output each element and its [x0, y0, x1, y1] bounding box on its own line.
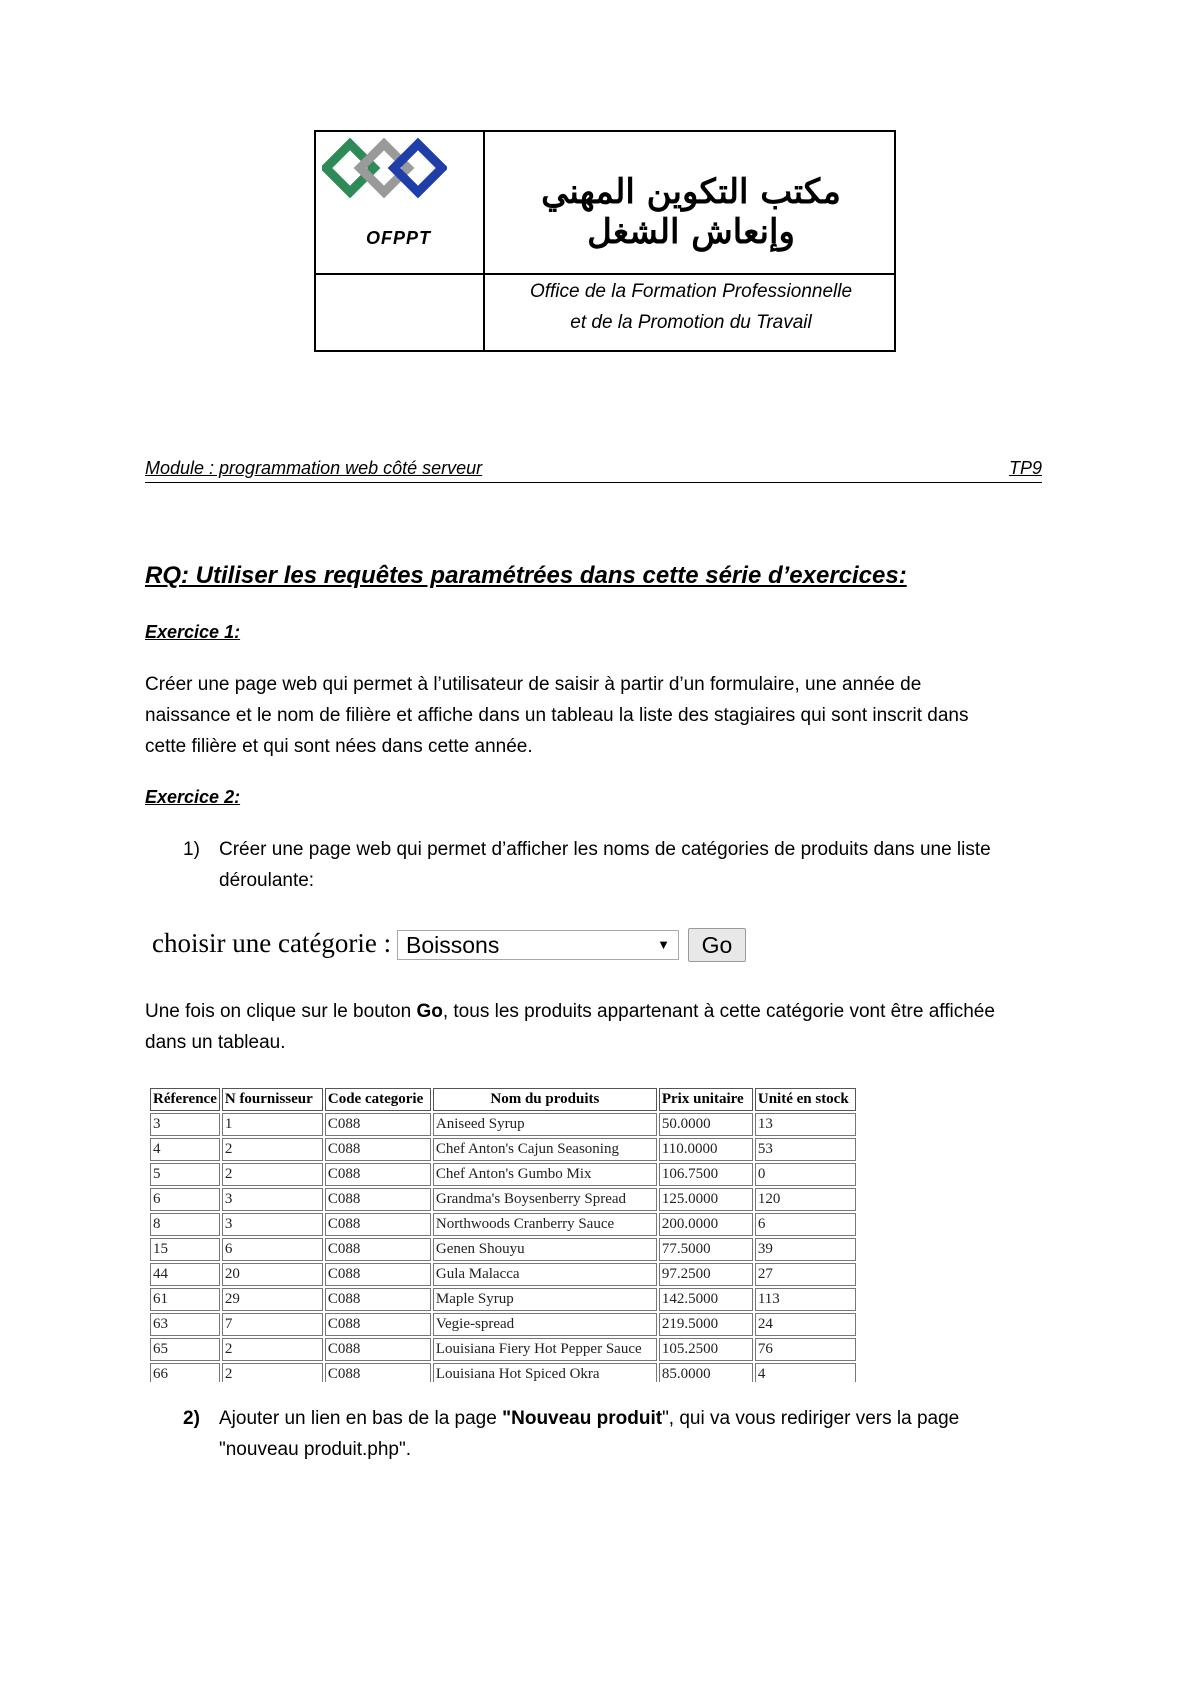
- table-cell: 76: [755, 1338, 856, 1361]
- header-divider-horizontal: [316, 273, 894, 275]
- table-cell: 4: [150, 1138, 220, 1161]
- table-cell: 61: [150, 1288, 220, 1311]
- table-cell: 13: [755, 1113, 856, 1136]
- table-cell: 200.0000: [659, 1213, 753, 1236]
- table-cell: 50.0000: [659, 1113, 753, 1136]
- table-row: [150, 1288, 856, 1311]
- table-cell: 20: [222, 1263, 323, 1286]
- exercise2-title: Exercice 2:: [145, 787, 241, 807]
- table-cell: 39: [755, 1238, 856, 1261]
- table-header-cell: Prix unitaire: [659, 1088, 753, 1111]
- item1-line2: déroulante:: [219, 870, 315, 891]
- item1-line1: Créer une page web qui permet d’afficher les noms de catégories de produits dans une liste: [219, 839, 991, 860]
- table-cell: Louisiana Fiery Hot Pepper Sauce: [433, 1338, 657, 1361]
- table-cell: 7: [222, 1313, 323, 1336]
- ofppt-logo-icon: [322, 136, 447, 206]
- table-cell: 66: [150, 1363, 220, 1382]
- table-cell: 3: [222, 1213, 323, 1236]
- explanation-line1-bold: Go: [416, 1001, 443, 1022]
- table-cell: Aniseed Syrup: [433, 1113, 657, 1136]
- table-row: [150, 1213, 856, 1236]
- exercise1-text: [145, 669, 1065, 762]
- table-header-row: [150, 1088, 856, 1111]
- exercise1-title: Exercice 1:: [145, 622, 241, 642]
- exercise1-line3: cette filière et qui sont nées dans cette année.: [145, 736, 533, 757]
- table-cell: Grandma's Boysenberry Spread: [433, 1188, 657, 1211]
- explanation-line1-pre: Une fois on clique sur le bouton: [145, 1001, 417, 1022]
- table-row: [150, 1238, 856, 1261]
- category-select-value: Boissons: [406, 932, 500, 958]
- table-cell: C088: [325, 1363, 431, 1382]
- table-cell: C088: [325, 1188, 431, 1211]
- table-cell: 1: [222, 1113, 323, 1136]
- table-row: [150, 1138, 856, 1161]
- table-cell: 24: [755, 1313, 856, 1336]
- table-header-cell: Réference: [150, 1088, 220, 1111]
- table-cell: C088: [325, 1288, 431, 1311]
- explanation-line1: [145, 996, 1065, 1027]
- org-name-line2: et de la Promotion du Travail: [570, 312, 812, 333]
- exercise1-line2: naissance et le nom de filière et affiche dans un tableau la liste des stagiaires qui sont inscrit dans: [145, 705, 969, 726]
- products-table: [148, 1086, 858, 1382]
- products-table-screenshot: [148, 1086, 870, 1382]
- exercise1-line1: Créer une page web qui permet à l’utilisateur de saisir à partir d’un formulaire, une année de: [145, 674, 922, 695]
- table-cell: C088: [325, 1138, 431, 1161]
- table-cell: 106.7500: [659, 1163, 753, 1186]
- table-cell: 2: [222, 1163, 323, 1186]
- module-label: Module : programmation web côté serveur: [145, 458, 483, 478]
- table-row: [150, 1338, 856, 1361]
- item2-line2: "nouveau produit.php".: [219, 1439, 412, 1460]
- table-cell: 113: [755, 1288, 856, 1311]
- table-cell: C088: [325, 1313, 431, 1336]
- item2-post: ", qui va vous rediriger vers la page: [662, 1408, 960, 1429]
- module-line: [145, 458, 1042, 483]
- explanation-line2: dans un tableau.: [145, 1032, 286, 1053]
- table-row: [150, 1113, 856, 1136]
- table-cell: 85.0000: [659, 1363, 753, 1382]
- table-cell: Vegie-spread: [433, 1313, 657, 1336]
- table-cell: 219.5000: [659, 1313, 753, 1336]
- item2-bold: "Nouveau produit: [502, 1408, 663, 1429]
- exercise2-explanation: [145, 996, 1065, 1058]
- table-header-cell: Code categorie: [325, 1088, 431, 1111]
- item2-line1: [219, 1403, 1059, 1434]
- org-abbreviation: OFPPT: [366, 228, 432, 248]
- table-cell: 6: [755, 1213, 856, 1236]
- table-cell: 125.0000: [659, 1188, 753, 1211]
- table-cell: 5: [150, 1163, 220, 1186]
- table-cell: 44: [150, 1263, 220, 1286]
- table-cell: 77.5000: [659, 1238, 753, 1261]
- item1-number: 1): [183, 839, 200, 860]
- table-cell: 6: [150, 1188, 220, 1211]
- table-cell: 53: [755, 1138, 856, 1161]
- table-header-cell: Unité en stock: [755, 1088, 856, 1111]
- table-cell: C088: [325, 1338, 431, 1361]
- dropdown-arrow-icon: ▼: [657, 937, 670, 952]
- category-select[interactable]: [397, 930, 679, 960]
- table-cell: Northwoods Cranberry Sauce: [433, 1213, 657, 1236]
- org-name-line1: Office de la Formation Professionnelle: [529, 281, 853, 302]
- item2-pre: Ajouter un lien en bas de la page: [219, 1408, 503, 1429]
- table-cell: 6: [222, 1238, 323, 1261]
- table-cell: C088: [325, 1213, 431, 1236]
- table-cell: 2: [222, 1138, 323, 1161]
- table-cell: Gula Malacca: [433, 1263, 657, 1286]
- table-row: [150, 1363, 856, 1382]
- chooser-label: choisir une catégorie :: [152, 928, 392, 958]
- table-cell: Maple Syrup: [433, 1288, 657, 1311]
- table-cell: 3: [222, 1188, 323, 1211]
- tp-label: TP9: [1008, 458, 1042, 478]
- table-cell: C088: [325, 1113, 431, 1136]
- table-cell: 97.2500: [659, 1263, 753, 1286]
- table-cell: 63: [150, 1313, 220, 1336]
- table-cell: 120: [755, 1188, 856, 1211]
- table-cell: C088: [325, 1263, 431, 1286]
- table-row: [150, 1188, 856, 1211]
- org-name-french: [486, 276, 896, 338]
- table-row: [150, 1313, 856, 1336]
- header-box: [314, 130, 896, 352]
- table-cell: 105.2500: [659, 1338, 753, 1361]
- table-header-cell: Nom du produits: [433, 1088, 657, 1111]
- table-cell: Genen Shouyu: [433, 1238, 657, 1261]
- table-cell: Chef Anton's Gumbo Mix: [433, 1163, 657, 1186]
- table-row: [150, 1163, 856, 1186]
- org-name-arabic: مكتب التكوين المهني وإنعاش الشغل: [541, 172, 841, 252]
- table-cell: 27: [755, 1263, 856, 1286]
- item2-number: 2): [183, 1408, 200, 1429]
- table-cell: C088: [325, 1238, 431, 1261]
- table-cell: 0: [755, 1163, 856, 1186]
- explanation-line1-post: , tous les produits appartenant à cette catégorie vont être affichée: [442, 1001, 995, 1022]
- table-cell: Chef Anton's Cajun Seasoning: [433, 1138, 657, 1161]
- table-cell: 2: [222, 1338, 323, 1361]
- table-cell: 29: [222, 1288, 323, 1311]
- table-cell: 3: [150, 1113, 220, 1136]
- table-cell: 15: [150, 1238, 220, 1261]
- table-cell: 4: [755, 1363, 856, 1382]
- table-row: [150, 1263, 856, 1286]
- header-divider-vertical: [483, 132, 485, 350]
- table-cell: 2: [222, 1363, 323, 1382]
- table-cell: 142.5000: [659, 1288, 753, 1311]
- table-cell: 8: [150, 1213, 220, 1236]
- table-cell: C088: [325, 1163, 431, 1186]
- table-cell: 110.0000: [659, 1138, 753, 1161]
- table-cell: Louisiana Hot Spiced Okra: [433, 1363, 657, 1382]
- table-cell: 65: [150, 1338, 220, 1361]
- rq-heading: RQ: Utiliser les requêtes paramétrées dans cette série d’exercices:: [145, 562, 907, 589]
- go-button[interactable]: Go: [688, 928, 746, 962]
- table-header-cell: N fournisseur: [222, 1088, 323, 1111]
